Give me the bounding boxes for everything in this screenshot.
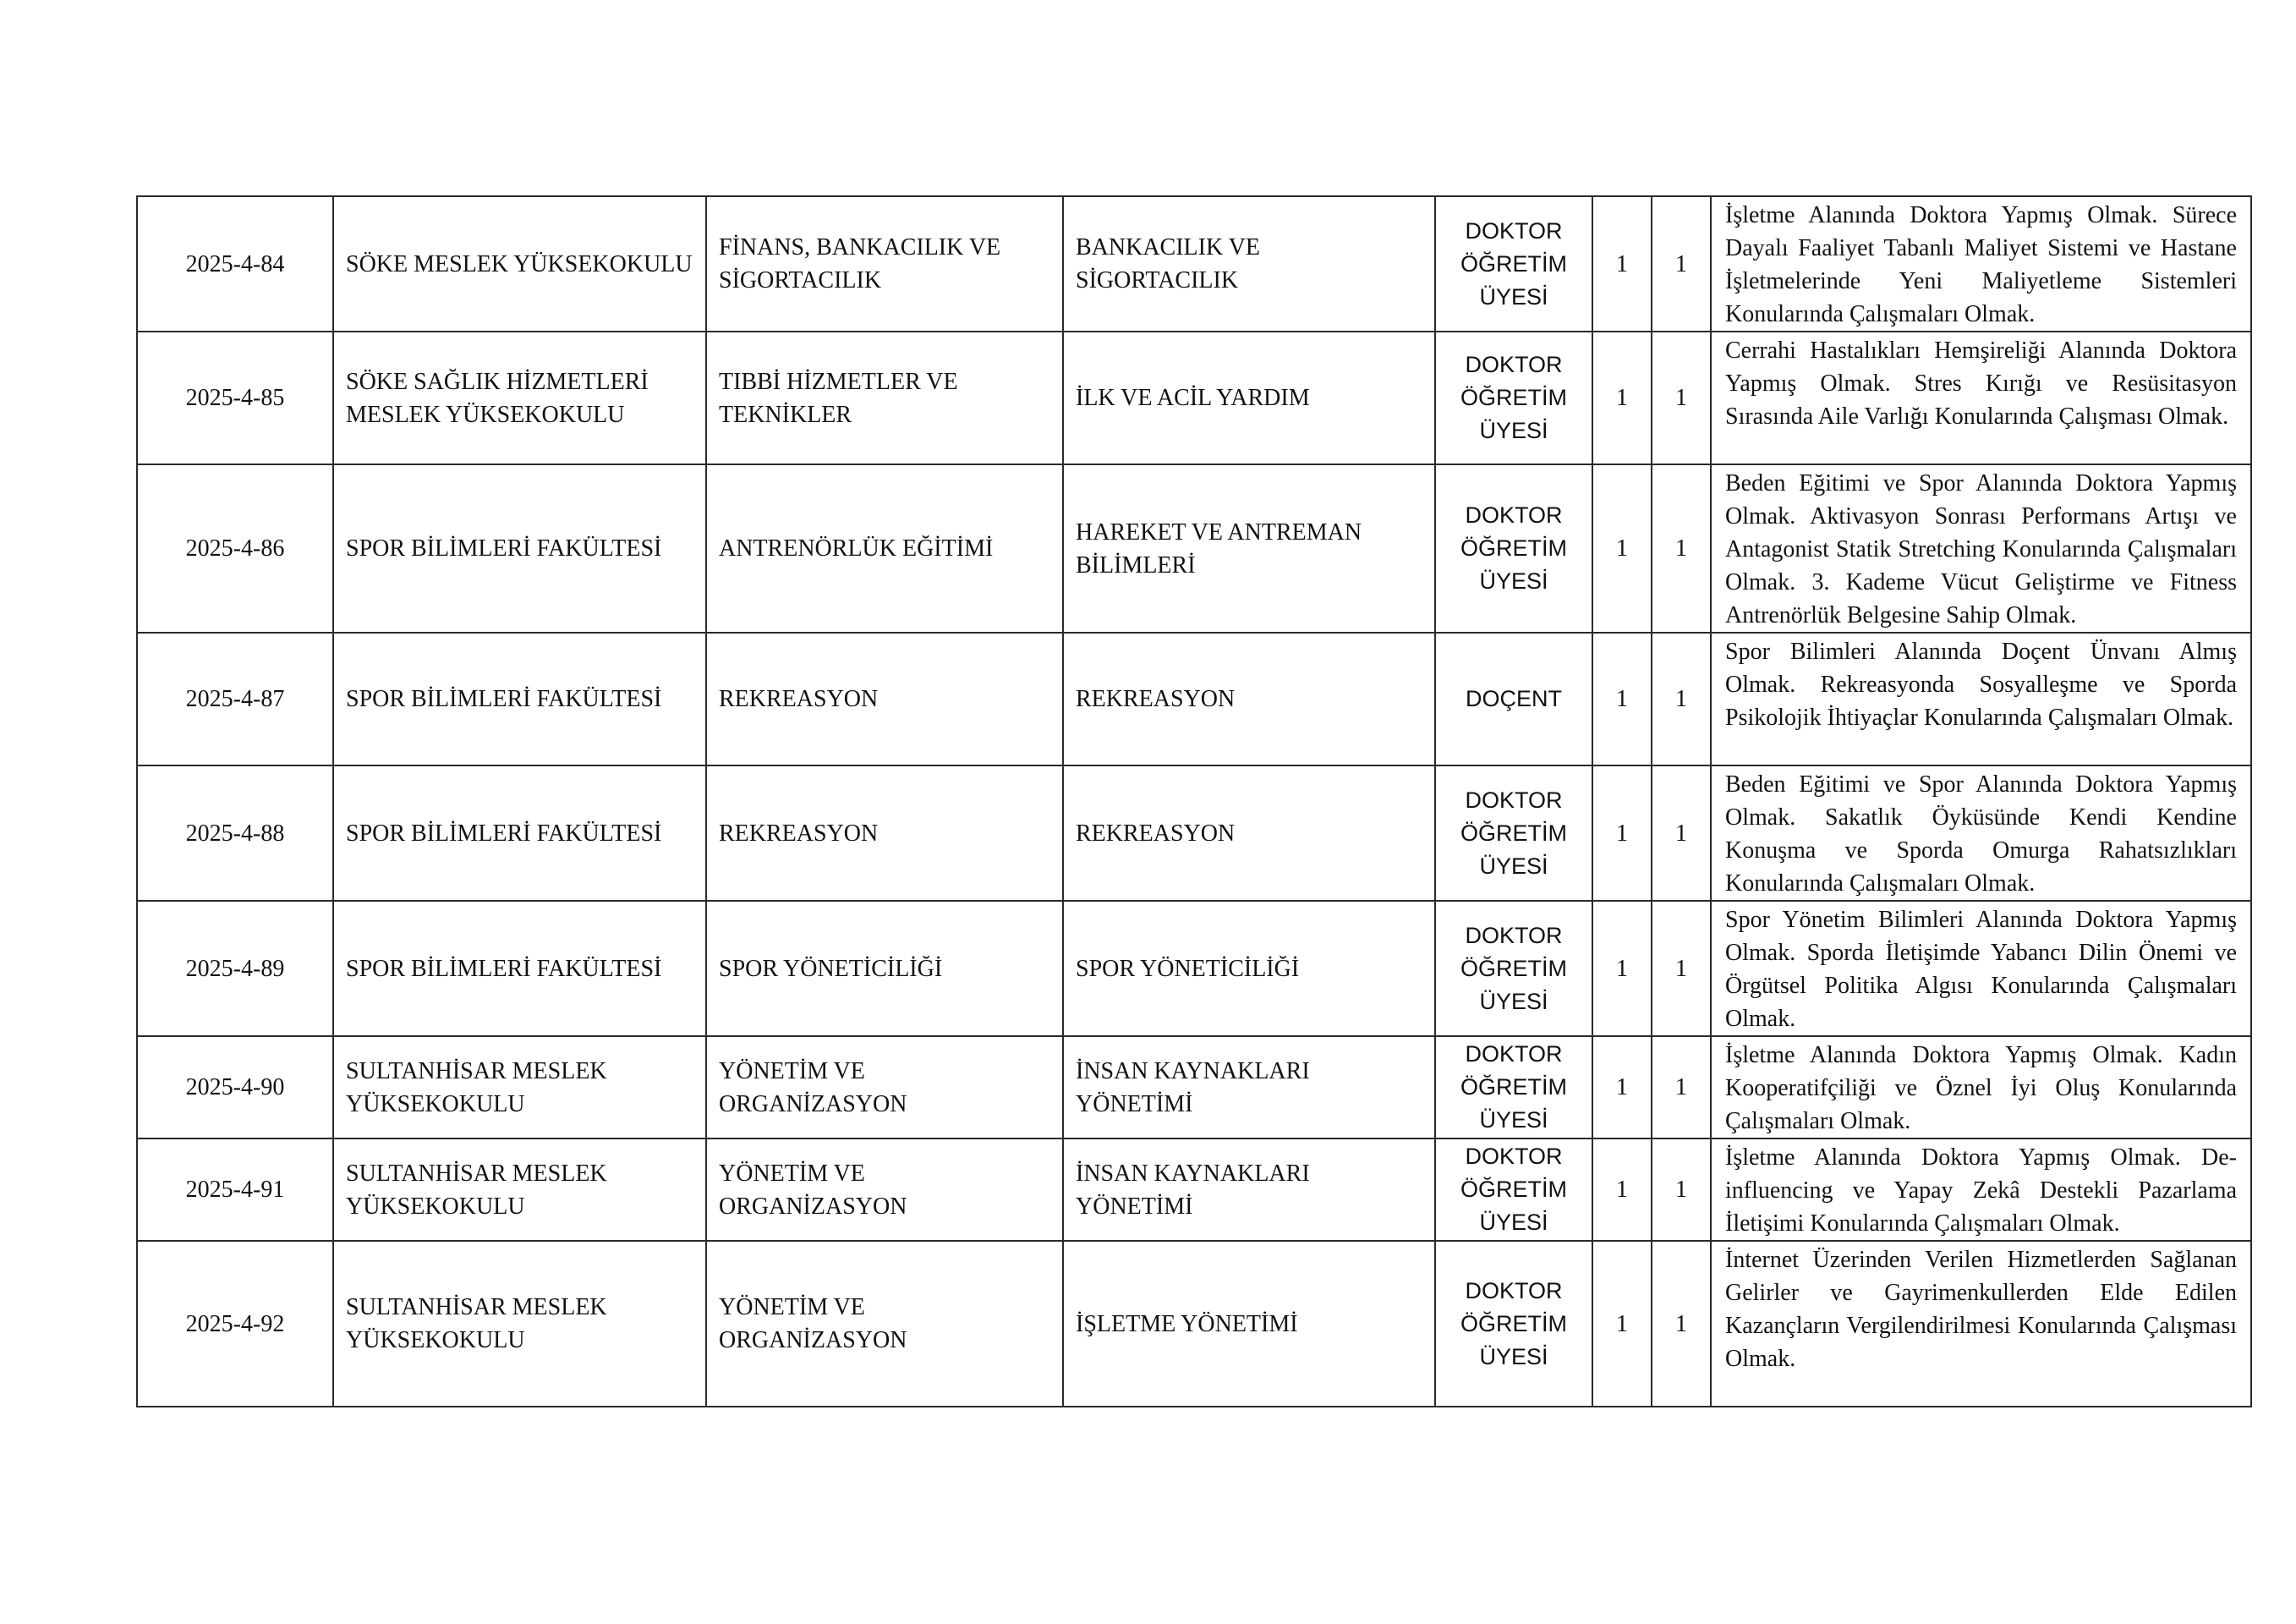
table-row (137, 196, 2251, 332)
program-cell: REKREASYON (1063, 765, 1435, 901)
position-degree-cell: 1 (1592, 464, 1652, 633)
position-count-cell: 1 (1652, 196, 1711, 332)
program-cell: İNSAN KAYNAKLARI YÖNETİMİ (1063, 1138, 1435, 1241)
program-cell: HAREKET VE ANTREMAN BİLİMLERİ (1063, 464, 1435, 633)
department-cell: REKREASYON (706, 633, 1063, 765)
table-row (137, 633, 2251, 765)
title-cell: DOKTOR ÖĞRETİM ÜYESİ (1435, 1241, 1592, 1407)
listing-number-cell: 2025-4-92 (137, 1241, 333, 1407)
program-cell: İLK VE ACİL YARDIM (1063, 332, 1435, 464)
listing-number-cell: 2025-4-84 (137, 196, 333, 332)
title-cell: DOÇENT (1435, 633, 1592, 765)
position-count-cell: 1 (1652, 464, 1711, 633)
program-cell: REKREASYON (1063, 633, 1435, 765)
table-row (137, 1241, 2251, 1407)
program-cell: BANKACILIK VE SİGORTACILIK (1063, 196, 1435, 332)
unit-cell: SPOR BİLİMLERİ FAKÜLTESİ (333, 901, 706, 1036)
position-count-cell: 1 (1652, 765, 1711, 901)
position-count-cell: 1 (1652, 1138, 1711, 1241)
table-row (137, 901, 2251, 1036)
requirements-cell: Beden Eğitimi ve Spor Alanında Doktora Yapmış Olmak. Sakatlık Öyküsünde Kendi Kendine Konuşma ve Sporda Omurga Rahatsızlıkları Konularında Çalışmaları Olmak. (1711, 765, 2251, 901)
program-cell: SPOR YÖNETİCİLİĞİ (1063, 901, 1435, 1036)
title-cell: DOKTOR ÖĞRETİM ÜYESİ (1435, 901, 1592, 1036)
position-degree-cell: 1 (1592, 196, 1652, 332)
listing-number-cell: 2025-4-85 (137, 332, 333, 464)
table-row (137, 765, 2251, 901)
position-count-cell: 1 (1652, 1241, 1711, 1407)
department-cell: FİNANS, BANKACILIK VE SİGORTACILIK (706, 196, 1063, 332)
requirements-cell: Spor Yönetim Bilimleri Alanında Doktora Yapmış Olmak. Sporda İletişimde Yabancı Dilin Önemi ve Örgütsel Politika Algısı Konularında Çalışmaları Olmak. (1711, 901, 2251, 1036)
position-count-cell: 1 (1652, 901, 1711, 1036)
position-degree-cell: 1 (1592, 1138, 1652, 1241)
table-body (137, 196, 2251, 1407)
listing-number-cell: 2025-4-86 (137, 464, 333, 633)
title-cell: DOKTOR ÖĞRETİM ÜYESİ (1435, 196, 1592, 332)
listing-number-cell: 2025-4-87 (137, 633, 333, 765)
position-degree-cell: 1 (1592, 901, 1652, 1036)
unit-cell: SULTANHİSAR MESLEK YÜKSEKOKULU (333, 1241, 706, 1407)
requirements-cell: İşletme Alanında Doktora Yapmış Olmak. De-influencing ve Yapay Zekâ Destekli Pazarlama İletişimi Konularında Çalışmaları Olmak. (1711, 1138, 2251, 1241)
requirements-cell: Beden Eğitimi ve Spor Alanında Doktora Yapmış Olmak. Aktivasyon Sonrası Performans Artışı ve Antagonist Statik Stretching Konularında Çalışmaları Olmak. 3. Kademe Vücut Geliştirme ve Fitness Antrenörlük Belgesine Sahip Olmak. (1711, 464, 2251, 633)
title-cell: DOKTOR ÖĞRETİM ÜYESİ (1435, 464, 1592, 633)
unit-cell: SPOR BİLİMLERİ FAKÜLTESİ (333, 765, 706, 901)
position-count-cell: 1 (1652, 1036, 1711, 1138)
table-row (137, 464, 2251, 633)
listing-number-cell: 2025-4-88 (137, 765, 333, 901)
table-row (137, 332, 2251, 464)
department-cell: REKREASYON (706, 765, 1063, 901)
title-cell: DOKTOR ÖĞRETİM ÜYESİ (1435, 332, 1592, 464)
title-cell: DOKTOR ÖĞRETİM ÜYESİ (1435, 1036, 1592, 1138)
table-row (137, 1036, 2251, 1138)
unit-cell: SÖKE SAĞLIK HİZMETLERİ MESLEK YÜKSEKOKULU (333, 332, 706, 464)
unit-cell: SPOR BİLİMLERİ FAKÜLTESİ (333, 633, 706, 765)
title-cell: DOKTOR ÖĞRETİM ÜYESİ (1435, 765, 1592, 901)
requirements-cell: Cerrahi Hastalıkları Hemşireliği Alanında Doktora Yapmış Olmak. Stres Kırığı ve Resüsitasyon Sırasında Aile Varlığı Konularında Çalışması Olmak. (1711, 332, 2251, 464)
position-degree-cell: 1 (1592, 332, 1652, 464)
listing-number-cell: 2025-4-89 (137, 901, 333, 1036)
program-cell: İŞLETME YÖNETİMİ (1063, 1241, 1435, 1407)
department-cell: YÖNETİM VE ORGANİZASYON (706, 1036, 1063, 1138)
listing-number-cell: 2025-4-91 (137, 1138, 333, 1241)
unit-cell: SULTANHİSAR MESLEK YÜKSEKOKULU (333, 1036, 706, 1138)
position-degree-cell: 1 (1592, 1036, 1652, 1138)
title-cell: DOKTOR ÖĞRETİM ÜYESİ (1435, 1138, 1592, 1241)
department-cell: YÖNETİM VE ORGANİZASYON (706, 1241, 1063, 1407)
department-cell: YÖNETİM VE ORGANİZASYON (706, 1138, 1063, 1241)
unit-cell: SÖKE MESLEK YÜKSEKOKULU (333, 196, 706, 332)
department-cell: SPOR YÖNETİCİLİĞİ (706, 901, 1063, 1036)
position-degree-cell: 1 (1592, 765, 1652, 901)
position-listing-table (136, 195, 2252, 1407)
requirements-cell: İnternet Üzerinden Verilen Hizmetlerden Sağlanan Gelirler ve Gayrimenkullerden Elde Edilen Kazançların Vergilendirilmesi Konularında Çalışması Olmak. (1711, 1241, 2251, 1407)
position-count-cell: 1 (1652, 332, 1711, 464)
unit-cell: SPOR BİLİMLERİ FAKÜLTESİ (333, 464, 706, 633)
listing-number-cell: 2025-4-90 (137, 1036, 333, 1138)
department-cell: ANTRENÖRLÜK EĞİTİMİ (706, 464, 1063, 633)
department-cell: TIBBİ HİZMETLER VE TEKNİKLER (706, 332, 1063, 464)
requirements-cell: Spor Bilimleri Alanında Doçent Ünvanı Almış Olmak. Rekreasyonda Sosyalleşme ve Sporda Psikolojik İhtiyaçlar Konularında Çalışmaları Olmak. (1711, 633, 2251, 765)
unit-cell: SULTANHİSAR MESLEK YÜKSEKOKULU (333, 1138, 706, 1241)
program-cell: İNSAN KAYNAKLARI YÖNETİMİ (1063, 1036, 1435, 1138)
table-row (137, 1138, 2251, 1241)
position-degree-cell: 1 (1592, 633, 1652, 765)
requirements-cell: İşletme Alanında Doktora Yapmış Olmak. Sürece Dayalı Faaliyet Tabanlı Maliyet Sistemi ve Hastane İşletmelerinde Yeni Maliyetleme Sistemleri Konularında Çalışmaları Olmak. (1711, 196, 2251, 332)
position-count-cell: 1 (1652, 633, 1711, 765)
requirements-cell: İşletme Alanında Doktora Yapmış Olmak. Kadın Kooperatifçiliği ve Öznel İyi Oluş Konularında Çalışmaları Olmak. (1711, 1036, 2251, 1138)
position-degree-cell: 1 (1592, 1241, 1652, 1407)
